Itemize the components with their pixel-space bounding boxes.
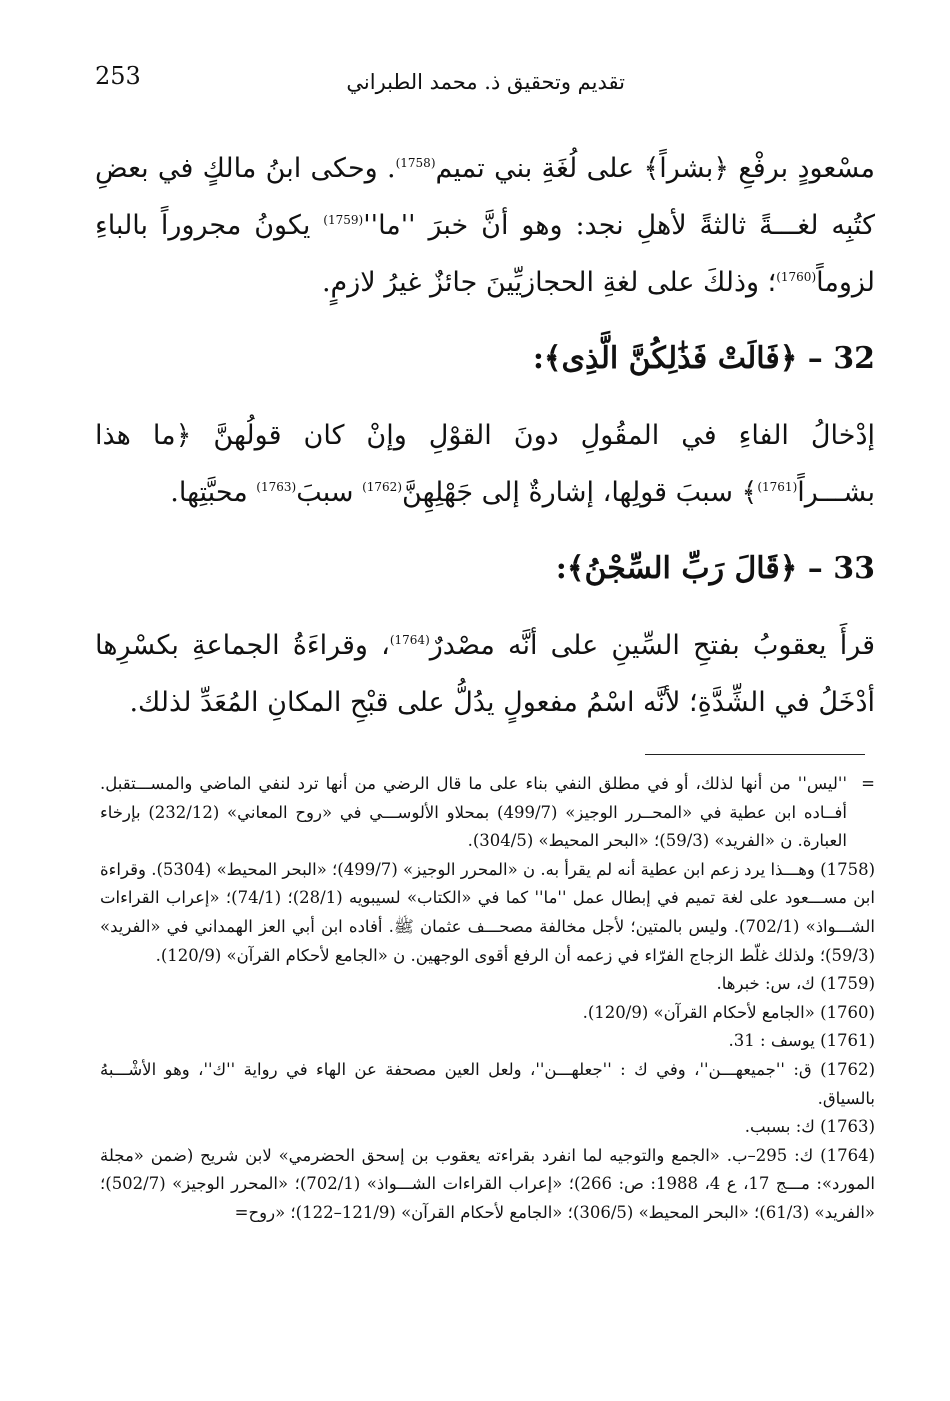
quran-verse: ﴿فَالَتْ فَذَٰلِكُنَّ الَّذِى﴾ <box>543 341 798 376</box>
paragraph-text: ، وقراءَةُ الجماعةِ بكسْرِها أدْخَلُ في الشِّدَّةِ؛ لأنَّه اسْمُ مفعولٍ يدُلُّ على قبْحِ المكانِ المُعَدِّ لذلك. <box>95 630 875 718</box>
section-number: 33 – <box>797 551 875 586</box>
page-number: 253 <box>95 62 141 90</box>
paragraph-2 <box>95 407 875 521</box>
footnote-1758 <box>100 856 875 970</box>
footnote-separator <box>645 754 865 755</box>
footnote-number: (1761) <box>820 1031 875 1051</box>
footnote-number: (1762) <box>820 1059 875 1079</box>
footnote-number: (1759) <box>820 974 875 994</box>
footnote-text: ''ليس'' من أنها لذلك، أو في مطلق النفي بناء على ما قال الرضي من أنها ترد لنفي الماضي والمســـتقبل. أفــاده ابن عطية في «المحــرر الوجيز» (499/7) بمحلاو الألوســـي في «روح المعاني» (232/12) بإرخاء العبارة. ن «الفريد» (59/3)؛ «البحر المحيط» (304/5). <box>100 774 847 851</box>
footnote-ref[interactable]: (1761) <box>757 480 798 494</box>
footnote-text: «الجامع لأحكام القرآن» (120/9). <box>582 1002 815 1022</box>
section-heading-33 <box>95 539 875 599</box>
footnote-ref[interactable]: (1762) <box>362 480 403 494</box>
paragraph-3 <box>95 617 875 731</box>
continuation-marker: = <box>861 774 875 793</box>
paragraph-text: محبَّتِها. <box>170 477 257 508</box>
paragraph-text: مسْعودٍ برفْعِ ﴿بشراً﴾ على لُغَةِ بني تميم <box>435 153 875 184</box>
footnote-1763 <box>100 1113 875 1142</box>
paragraph-1 <box>95 140 875 311</box>
running-title: تقديم وتحقيق ذ. محمد الطبراني <box>346 70 625 94</box>
page-header <box>95 60 885 110</box>
footnote-text: ك، س: خبرها. <box>716 974 815 994</box>
footnote-1762 <box>100 1056 875 1113</box>
footnotes <box>100 770 875 1228</box>
paragraph-text: . وحكى ابنُ مالكٍ في بعضِ كتُبِه لغـــةً ثالثةً لأهلِ نجد: وهو أنَّ خبرَ ''ما'' <box>95 153 875 241</box>
footnote-1764 <box>100 1142 875 1228</box>
paragraph-text: قرأَ يعقوبُ بفتحِ السِّينِ على أنَّه مصْدرٌ <box>429 630 875 661</box>
quran-verse: ﴿قَالَ رَبِّ السِّجْنُ﴾ <box>566 551 798 586</box>
paragraph-text: يكونُ مجروراً بالباءِ لزوماً <box>95 210 875 298</box>
footnote-continuation <box>100 770 875 856</box>
footnote-number: (1760) <box>820 1002 875 1022</box>
footnote-1759 <box>100 970 875 999</box>
footnote-1760 <box>100 999 875 1028</box>
heading-colon: : <box>555 551 567 586</box>
footnote-number: (1763) <box>820 1117 875 1137</box>
heading-colon: : <box>532 341 544 376</box>
footnote-number: (1758) <box>820 859 876 879</box>
paragraph-text: ؛ وذلكَ على لغةِ الحجازيِّينَ جائزٌ غيرُ لازمٍ. <box>321 267 777 298</box>
footnote-ref[interactable]: (1763) <box>256 480 297 494</box>
footnote-text: وهـــذا يرد زعم ابن عطية أنه لم يقرأ به. ن «المحرر الوجيز» (499/7)؛ «البحر المحيط» (5304). وقراءة ابن مســـعود على لغة تميم في إبطال عمل ''ما'' كما في «الكتاب» لسيبويه (28/1)؛ (74/1)؛ «إعراب القراءات الشـــواذ» (702/1). وليس بالمتين؛ لأجل مخالفة مصحـــف عثمان ﷺ. أفاده ابن أبي العز الهمداني في «الفريد» (59/3)؛ ولذلك غلّط الزجاج الفرّاء في زعمه أن الرفع أقوى الوجهين. ن «الجامع لأحكام القرآن» (120/9). <box>100 859 875 965</box>
footnote-ref[interactable]: (1759) <box>323 213 364 227</box>
section-number: 32 – <box>797 341 875 376</box>
footnote-text: ك: 295–ب. «الجمع والتوجيه لما انفرد بقراءته يعقوب بن إسحق الحضرمي» لابن شريح (ضمن «مجلة المورد»: مـــج 17، ع 4، 1988: ص: 266)؛ «إعراب القراءات الشـــواذ» (702/1)؛ «المحرر الوجيز» (502/7)؛ «الفريد» (61/3)؛ «البحر المحيط» (306/5)؛ «الجامع لأحكام القرآن» (121/9–122)؛ «روح= <box>100 1145 875 1222</box>
paragraph-text: إدْخالُ الفاءِ في المقُولِ دونَ القوْلِ وإنْ كان قولُهنَّ ﴿ما هذا بشـــراً <box>95 420 875 508</box>
footnote-number: (1764) <box>820 1145 876 1165</box>
section-heading-32 <box>95 329 875 389</box>
footnote-ref[interactable]: (1764) <box>389 633 430 647</box>
footnote-ref[interactable]: (1760) <box>776 270 817 284</box>
footnote-text: ق: ''جميعهـــن''، وفي ك : ''جعلهـــن''، ولعل العين مصحفة عن الهاء في رواية ''ك''، وهو الأشْـــبهُ بالسياق. <box>100 1059 875 1108</box>
main-text <box>95 140 875 731</box>
footnote-1761 <box>100 1027 875 1056</box>
footnote-text: يوسف : 31. <box>728 1031 815 1051</box>
paragraph-text: ﴾ سببَ قولِها، إشارةٌ إلى جَهْلِهِنَّ <box>402 477 758 508</box>
footnote-ref[interactable]: (1758) <box>395 156 436 170</box>
paragraph-text: سببَ <box>296 477 363 508</box>
footnote-text: ك: بسبب. <box>744 1117 815 1137</box>
